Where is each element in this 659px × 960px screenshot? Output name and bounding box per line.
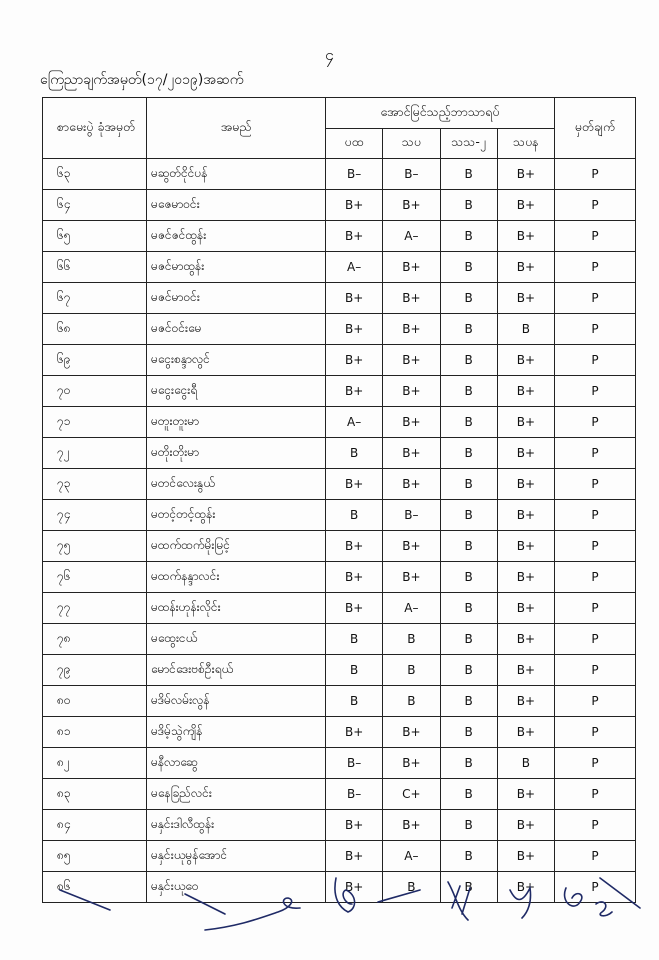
remark-cell: P bbox=[555, 748, 636, 779]
name-cell: မထန်းဟုန်းလိုင်း bbox=[147, 593, 326, 624]
name-cell: မထက်ထက်မိုးမြင့် bbox=[147, 531, 326, 562]
remark-cell: P bbox=[555, 345, 636, 376]
remark-cell: P bbox=[555, 190, 636, 221]
grade-cell: B bbox=[440, 314, 497, 345]
grade-cell: A– bbox=[383, 841, 440, 872]
roll-no-cell: ၆၇ bbox=[43, 283, 147, 314]
roll-no-cell: ၆၅ bbox=[43, 221, 147, 252]
table-row bbox=[43, 717, 636, 748]
grade-cell: B bbox=[383, 624, 440, 655]
grade-cell: B bbox=[440, 593, 497, 624]
results-table bbox=[42, 97, 636, 903]
grade-cell: B bbox=[440, 686, 497, 717]
table-row bbox=[43, 562, 636, 593]
roll-no-cell: ၆၉ bbox=[43, 345, 147, 376]
grade-cell: B bbox=[326, 624, 383, 655]
name-cell: မောင်ဒေးဗစ်ဦးရယ် bbox=[147, 655, 326, 686]
grade-cell: B bbox=[497, 314, 554, 345]
roll-no-cell: ၆၆ bbox=[43, 252, 147, 283]
grade-cell: B bbox=[440, 531, 497, 562]
table-row bbox=[43, 376, 636, 407]
grade-cell: B bbox=[326, 438, 383, 469]
signature-mark-6 bbox=[448, 882, 470, 920]
roll-no-cell: ၇၉ bbox=[43, 655, 147, 686]
roll-no-cell: ၈၄ bbox=[43, 810, 147, 841]
header-subject-2: သပ bbox=[383, 129, 440, 159]
grade-cell: B+ bbox=[497, 593, 554, 624]
roll-no-cell: ၇၆ bbox=[43, 562, 147, 593]
grade-cell: B+ bbox=[326, 469, 383, 500]
header-name: အမည် bbox=[147, 98, 326, 159]
grade-cell: C+ bbox=[383, 779, 440, 810]
roll-no-cell: ၈၀ bbox=[43, 686, 147, 717]
remark-cell: P bbox=[555, 686, 636, 717]
grade-cell: B+ bbox=[326, 190, 383, 221]
remark-cell: P bbox=[555, 810, 636, 841]
grade-cell: B+ bbox=[383, 376, 440, 407]
remark-cell: P bbox=[555, 407, 636, 438]
roll-no-cell: ၇၅ bbox=[43, 531, 147, 562]
header-subject-4: သပန bbox=[497, 129, 554, 159]
signature-mark-3 bbox=[205, 898, 300, 930]
grade-cell: B+ bbox=[326, 717, 383, 748]
name-cell: မဇင်ဇင်ထွန်း bbox=[147, 221, 326, 252]
grade-cell: B+ bbox=[497, 686, 554, 717]
name-cell: မဇင်ဝင်းမေ bbox=[147, 314, 326, 345]
signature-mark-8 bbox=[565, 888, 612, 916]
grade-cell: B+ bbox=[326, 221, 383, 252]
remark-cell: P bbox=[555, 531, 636, 562]
remark-cell: P bbox=[555, 841, 636, 872]
remark-cell: P bbox=[555, 314, 636, 345]
grade-cell: B bbox=[440, 376, 497, 407]
grade-cell: B+ bbox=[497, 562, 554, 593]
name-cell: မတင်လေးနွယ် bbox=[147, 469, 326, 500]
header-subject-1: ပထ bbox=[326, 129, 383, 159]
remark-cell: P bbox=[555, 624, 636, 655]
table-row bbox=[43, 190, 636, 221]
grade-cell: B bbox=[440, 562, 497, 593]
grade-cell: B+ bbox=[497, 872, 554, 903]
grade-cell: B+ bbox=[497, 469, 554, 500]
remark-cell: P bbox=[555, 593, 636, 624]
table-row bbox=[43, 624, 636, 655]
grade-cell: A– bbox=[383, 221, 440, 252]
grade-cell: B bbox=[440, 500, 497, 531]
roll-no-cell: ၈၆ bbox=[43, 872, 147, 903]
grade-cell: B bbox=[440, 252, 497, 283]
table-row bbox=[43, 221, 636, 252]
grade-cell: B– bbox=[326, 779, 383, 810]
grade-cell: B bbox=[383, 655, 440, 686]
name-cell: မနီလာဆွေ bbox=[147, 748, 326, 779]
table-row bbox=[43, 283, 636, 314]
grade-cell: B+ bbox=[383, 252, 440, 283]
header-subject-3: သသ-၂ bbox=[440, 129, 497, 159]
grade-cell: B+ bbox=[497, 500, 554, 531]
grade-cell: B+ bbox=[497, 407, 554, 438]
header-passed-subjects: အောင်မြင်သည့်ဘာသာရပ် bbox=[326, 98, 555, 129]
grade-cell: B– bbox=[326, 159, 383, 190]
grade-cell: B bbox=[440, 717, 497, 748]
table-row bbox=[43, 438, 636, 469]
table-row bbox=[43, 252, 636, 283]
signature-mark-7 bbox=[510, 888, 531, 918]
remark-cell: P bbox=[555, 159, 636, 190]
remark-cell: P bbox=[555, 221, 636, 252]
grade-cell: B+ bbox=[497, 655, 554, 686]
remark-cell: P bbox=[555, 779, 636, 810]
grade-cell: B+ bbox=[383, 469, 440, 500]
name-cell: မနှင်းယုဝေ bbox=[147, 872, 326, 903]
remark-cell: P bbox=[555, 438, 636, 469]
roll-no-cell: ၆၈ bbox=[43, 314, 147, 345]
grade-cell: B+ bbox=[497, 376, 554, 407]
page-number: ၄ bbox=[325, 45, 334, 64]
roll-no-cell: ၇၄ bbox=[43, 500, 147, 531]
table-row bbox=[43, 314, 636, 345]
grade-cell: B bbox=[440, 872, 497, 903]
signatures bbox=[0, 868, 659, 960]
grade-cell: B+ bbox=[383, 345, 440, 376]
name-cell: မဆွတ်ငိုင်ပန် bbox=[147, 159, 326, 190]
grade-cell: B+ bbox=[497, 438, 554, 469]
name-cell: မဇင်မာထွန်း bbox=[147, 252, 326, 283]
header-roll-no: စာမေးပွဲ ခုံအမှတ် bbox=[43, 98, 147, 159]
grade-cell: B bbox=[440, 469, 497, 500]
remark-cell: P bbox=[555, 717, 636, 748]
table-row bbox=[43, 500, 636, 531]
roll-no-cell: ၈၃ bbox=[43, 779, 147, 810]
signature-mark-2 bbox=[185, 894, 225, 914]
table-row bbox=[43, 469, 636, 500]
table-row bbox=[43, 748, 636, 779]
grade-cell: B bbox=[440, 748, 497, 779]
grade-cell: B+ bbox=[383, 407, 440, 438]
announcement-heading: ကြေညာချက်အမှတ်(၁၇/၂၀၁၉)အဆက် bbox=[40, 72, 244, 88]
grade-cell: B bbox=[383, 686, 440, 717]
grade-cell: B+ bbox=[383, 531, 440, 562]
grade-cell: B+ bbox=[497, 531, 554, 562]
remark-cell: P bbox=[555, 562, 636, 593]
grade-cell: A– bbox=[326, 252, 383, 283]
remark-cell: P bbox=[555, 283, 636, 314]
grade-cell: B bbox=[326, 655, 383, 686]
name-cell: မဇေမာဝင်း bbox=[147, 190, 326, 221]
grade-cell: B+ bbox=[383, 190, 440, 221]
grade-cell: B+ bbox=[383, 810, 440, 841]
grade-cell: B bbox=[440, 345, 497, 376]
header-remarks: မှတ်ချက် bbox=[555, 98, 636, 159]
name-cell: မဇင်မာဝင်း bbox=[147, 283, 326, 314]
grade-cell: B+ bbox=[497, 190, 554, 221]
name-cell: မတင့်တင့်ထွန်း bbox=[147, 500, 326, 531]
grade-cell: B+ bbox=[497, 159, 554, 190]
grade-cell: B bbox=[383, 872, 440, 903]
name-cell: မတူးတူးမာ bbox=[147, 407, 326, 438]
remark-cell: P bbox=[555, 376, 636, 407]
roll-no-cell: ၇၈ bbox=[43, 624, 147, 655]
grade-cell: B+ bbox=[326, 314, 383, 345]
grade-cell: B bbox=[440, 407, 497, 438]
grade-cell: B+ bbox=[497, 810, 554, 841]
signature-mark-9 bbox=[600, 878, 640, 908]
grade-cell: B+ bbox=[497, 717, 554, 748]
roll-no-cell: ၇၁ bbox=[43, 407, 147, 438]
grade-cell: B– bbox=[383, 159, 440, 190]
grade-cell: B bbox=[440, 841, 497, 872]
roll-no-cell: ၆၃ bbox=[43, 159, 147, 190]
name-cell: မငွေးစန္ဒာလွင် bbox=[147, 345, 326, 376]
grade-cell: B+ bbox=[497, 283, 554, 314]
roll-no-cell: ၇၃ bbox=[43, 469, 147, 500]
table-row bbox=[43, 810, 636, 841]
grade-cell: B bbox=[440, 159, 497, 190]
roll-no-cell: ၈၅ bbox=[43, 841, 147, 872]
grade-cell: B+ bbox=[383, 438, 440, 469]
name-cell: မဒိမ်လမ်းလွန် bbox=[147, 686, 326, 717]
grade-cell: B bbox=[440, 779, 497, 810]
grade-cell: B bbox=[440, 624, 497, 655]
name-cell: မနှင်းဒါလီထွန်း bbox=[147, 810, 326, 841]
name-cell: မနေခြည်လင်း bbox=[147, 779, 326, 810]
roll-no-cell: ၈၂ bbox=[43, 748, 147, 779]
name-cell: မငွေးငွေးရီ bbox=[147, 376, 326, 407]
table-row bbox=[43, 593, 636, 624]
roll-no-cell: ၇၇ bbox=[43, 593, 147, 624]
roll-no-cell: ၈၁ bbox=[43, 717, 147, 748]
grade-cell: B+ bbox=[326, 810, 383, 841]
name-cell: မထက်နန္ဒာလင်း bbox=[147, 562, 326, 593]
remark-cell: P bbox=[555, 252, 636, 283]
remark-cell: P bbox=[555, 500, 636, 531]
grade-cell: B+ bbox=[326, 283, 383, 314]
remark-cell: P bbox=[555, 655, 636, 686]
grade-cell: B+ bbox=[326, 562, 383, 593]
table-row bbox=[43, 407, 636, 438]
grade-cell: B+ bbox=[326, 376, 383, 407]
table-row bbox=[43, 779, 636, 810]
grade-cell: B+ bbox=[497, 624, 554, 655]
grade-cell: B bbox=[497, 748, 554, 779]
name-cell: မဒိမ့်သွဲကျိန် bbox=[147, 717, 326, 748]
grade-cell: B+ bbox=[497, 252, 554, 283]
name-cell: မထွေးငယ် bbox=[147, 624, 326, 655]
table-row bbox=[43, 655, 636, 686]
grade-cell: B bbox=[440, 655, 497, 686]
table-body bbox=[43, 159, 636, 903]
grade-cell: B bbox=[440, 283, 497, 314]
table-row bbox=[43, 841, 636, 872]
signature-mark-5 bbox=[378, 890, 420, 902]
remark-cell: P bbox=[555, 872, 636, 903]
grade-cell: B+ bbox=[326, 345, 383, 376]
signature-mark-1 bbox=[60, 890, 110, 910]
grade-cell: B+ bbox=[326, 872, 383, 903]
table-row bbox=[43, 159, 636, 190]
grade-cell: B– bbox=[326, 748, 383, 779]
roll-no-cell: ၇၂ bbox=[43, 438, 147, 469]
grade-cell: A– bbox=[326, 407, 383, 438]
grade-cell: B+ bbox=[497, 779, 554, 810]
grade-cell: B+ bbox=[326, 593, 383, 624]
grade-cell: B+ bbox=[497, 841, 554, 872]
grade-cell: B bbox=[326, 686, 383, 717]
grade-cell: B– bbox=[383, 500, 440, 531]
grade-cell: B bbox=[440, 438, 497, 469]
grade-cell: B+ bbox=[326, 841, 383, 872]
grade-cell: B+ bbox=[497, 221, 554, 252]
grade-cell: B bbox=[440, 190, 497, 221]
grade-cell: B bbox=[440, 221, 497, 252]
grade-cell: B+ bbox=[383, 717, 440, 748]
grade-cell: A– bbox=[383, 593, 440, 624]
grade-cell: B+ bbox=[497, 345, 554, 376]
table-row bbox=[43, 531, 636, 562]
table-row bbox=[43, 345, 636, 376]
roll-no-cell: ၆၄ bbox=[43, 190, 147, 221]
grade-cell: B+ bbox=[383, 314, 440, 345]
signature-mark-4 bbox=[335, 878, 355, 912]
grade-cell: B+ bbox=[383, 283, 440, 314]
remark-cell: P bbox=[555, 469, 636, 500]
grade-cell: B bbox=[326, 500, 383, 531]
grade-cell: B bbox=[440, 810, 497, 841]
table-row bbox=[43, 686, 636, 717]
roll-no-cell: ၇၀ bbox=[43, 376, 147, 407]
grade-cell: B+ bbox=[383, 562, 440, 593]
name-cell: မတိုးတိုးမာ bbox=[147, 438, 326, 469]
name-cell: မနှင်းယုမွန်အောင် bbox=[147, 841, 326, 872]
grade-cell: B+ bbox=[326, 531, 383, 562]
grade-cell: B+ bbox=[383, 748, 440, 779]
